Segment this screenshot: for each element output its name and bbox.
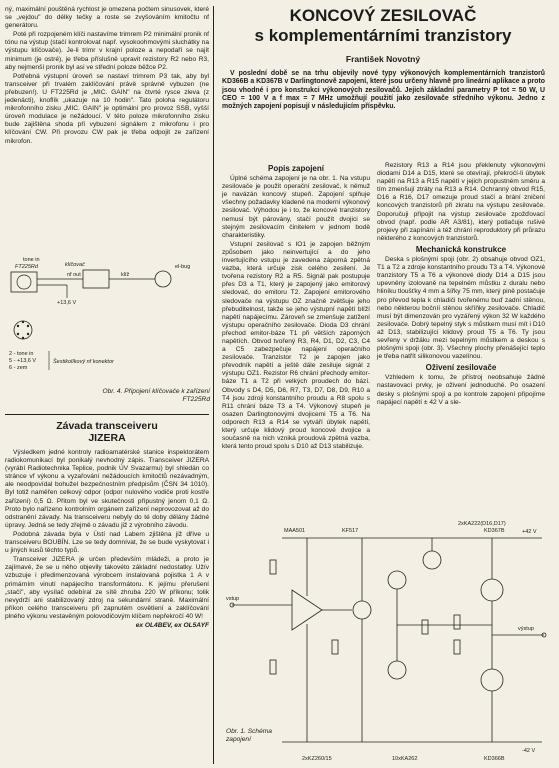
paragraph: Výsledkem jedné kontroly radioamatérské stanice inspektorátem radiokomunikací byl ponikalý nevhodný zápis. Transceiver JIZERA (vyrábí Radiotechnika Teplice, podnik ÚV Svazarmu) byl shledán co stránce vf výkonu a vyzařování nežádoucích kmitočtů nezávadným, ale neodpovídal bohužel bezpečnostním předpisům (ČSN 34 1010). Byl totiž naměřen celkový odpor (odpor nulového vodiče proti kostře zařízení) 0,5 Ω. Přitom byl ve skutečnosti přípustný jenom 0,1 Ω. Proto bylo nařízeno kontrolním orgánem zařízení neprovozovat až do odstranění závady. Na transceiveru nebyly do té doby dělány žádné úpravy. Jedná se tedy zřejmě o závadu již z výrobního závodu. xyxy=(5,449,209,529)
schematic-label-ic: MAA501 xyxy=(284,528,306,534)
paragraph: Deska s plošnými spoji (obr. 2) obsahuje obvod OZ1, T1 a T2 a zdroje konstantního proudu T3 a T4. Výkonové tranzistory T5 a T6 a výkonové diody D14 a D15 jsou upevněny izolovaně na tepelném můstku z duralu nebo hliníku tloušťky 4 mm a šířky 75 mm, který pině postačuje pro převod tepla k chladiči tvořenému buď zadní stěnou, nebo některou bočníí stěnou skříňky zesilovače. Chladič musí být dimenzován pro vyzářený výkon 32 W každého zesilovače. Dobrý tepelný styk s můstkem musí mít i D10 až D13, stabilizující klidový proud T5 a T6. Ty jsou sevřeny v držáku mezi tepelným můstkem a deskou s plošnými spoji (obr. 3). Všechny plochy přenášející teplo je třeba natřít silikonovou vazelínou. xyxy=(377,256,545,361)
column-right xyxy=(377,162,545,408)
caption-line: Obr. 1. Schéma xyxy=(226,728,272,735)
schematic-transistor-t5 xyxy=(481,579,503,601)
paragraph: Transceiver JIZERA je určen především mládeži, a proto je zajímavé, že se u něho objevily takovéto základní nedostatky. Užív vzbuzuje i předimenzovaná výrobcem instalovaná pojistka 1 A v primárním vinutí napájecího transformátoru. K jejímu přerušení „stačí", aby vysílač odebíral ze sítě zhruba 220 W příkonu; tolik nevydrží ani stabilizovaný zdroj na sekundární straně. Maximální příkon celého transceiveru při zapnutém osvětlení a zaklíčování plného výkonu vestavěným polovodičovým klíčem nepřekročí 40 W! xyxy=(5,556,209,620)
fig4-pin xyxy=(27,325,29,327)
paragraph: Vstupní zesilovač s IO1 je zapojen běžným způsobem jako neinvertující a do jeho invertujícího vstupu je zavedena záporná zpětná vazba, která určuje zisk celého zesilení. Je tvořena rezistory R2 a R5. Signál pak postupuje přes D3 a T1, který je zapojený jako emitorový sledovač, do emitoru T2. Zapojení emitorového sledovače na výstupu OZ značně zvětšuje jeho přebuditelnost, takže se jeho výstupní napětí blíží napětí napájecímu. Zároveň se zmenšuje zatížení výstupu operačního zesilovače. Dioda D3 chrání přechod emitor-báze T1 při větších záporných napětích. Obvod tvořený R3, R4, D1, D2, C3, C4 a C5 zabezpečuje napájení operačního zesilovače. Tranzistor T2 je zapojen jako převodník napětí a ještě dále zesiluje signál z výstupu OZ1. Rezistor R6 chrání přechody emitor-báze T1 a T2 při velkých proudech do bází. Obvody s D4, D5, D6, R7, T3, D7, D8, D9, R10 a T4 jsou zdroji konstantního proudu a R8 spolu s R11 chrání báze T3 a T4. Výkonový stupeň je osazen Darlingtonovými dvojicemi T5 a T6. Na odporech R13 a R14 se vytváří úbytek napětí, který určuje klidový proud koncové dvojice a současně na nich vzniká proudová zpětná vazba, která tento proud spolu s D10 až D13 stabilizuje. xyxy=(222,240,370,451)
schematic-label-vplus: +42 V xyxy=(522,529,537,535)
signature: ex OL4BEV, ex OL5AYF xyxy=(135,621,209,629)
schematic-label-kf: KF517 xyxy=(342,528,359,534)
fig4-connector-symbol xyxy=(17,275,31,289)
section-heading-oziveni: Oživení zesilovače xyxy=(425,363,497,373)
article-title xyxy=(215,6,551,46)
caption-line: zapojení xyxy=(226,736,251,743)
fig4-label-pin5: 5 - +13,6 V xyxy=(9,358,37,364)
section-divider xyxy=(5,414,209,415)
column-divider xyxy=(213,6,214,764)
fig4-pin xyxy=(22,321,24,323)
schematic-transistor-t4 xyxy=(388,661,406,679)
fig4-pin xyxy=(17,325,19,327)
schematic-label-vminus: -42 V xyxy=(522,748,536,754)
section-heading-mechanicka: Mechanická konstrukce xyxy=(415,244,507,254)
fig4-pin xyxy=(17,333,19,335)
column-left-jizera xyxy=(5,418,209,630)
paragraph: Rezistory R13 a R14 jsou překlenuty výkonovými diodami D14 a D15, které se otevírají, překročí-li úbytek napětí na R13 a R15 napětí v jejich propustném směru a tím zmenšují ztráty na R13 a R14. Ochranný obvod R15, D16 a R16, D17 omezuje proud stačí a brání zničení koncových tranzistorů při zkratu na výstupu zesilovače. Doporučuji připojit na výstup zesilovače zpožďovací obvod (např. podle AR A3/81), který potlačuje rušivé projevy při zapínání a též chrání reproduktory při průrazu některého z koncových tranzistorů. xyxy=(377,162,545,242)
schematic-label-in: vstup xyxy=(226,596,240,602)
fig4-label-kliz: klíž xyxy=(121,272,130,278)
heading-line: Závada transceiveru xyxy=(56,420,158,432)
paragraph: Podobná závada byla v Ústí nad Labem zjištěna již dříve u transceiveru BOUBÍN. Lze se tedy domnívat, že se bude vyskytovat i u jiných kusů těchto typů. xyxy=(5,530,209,555)
paragraph: Úplné schéma zapojení je na obr. 1. Na vstupu zesilovače je použit operační zesilovač, k němuž je navázán koncový stupeň. Zapojení splňuje všechny požadavky kladené na moderní výkonový zesilovač. Výhodou je i to, že koncové tranzistory nemusí být párovány, stačí použít dvojici se stejným zesilovacím činitelem v jednom bodě charakteristiky. xyxy=(222,175,370,239)
caption-line: Obr. 4. Připojení klíčovače k zařízení xyxy=(102,388,210,395)
schematic-label-diodes-bottom: 10xKA262 xyxy=(392,756,418,762)
schematic-label-t-top: KD367B xyxy=(484,528,505,534)
paragraph: Potřebná výstupní úroveň se nastaví trimrem P3 tak, aby byl transceiver při trvalém zaklíčování právě správně vybuzen (ne přebuzen!). U FT225Rd je „MIC. GAIN" na čtvrté rysce zleva (z jedenácti), knoflík „ukazuje na 10 hodin". Tato poloha regulátoru mikrofonního zisku „MIC. GAIN" je optimální pro provoz SSB, vyšší úroveň modulace je nežádoucí. V této poloze mikrofonního zisku bude zajištěna shoda při vybuzení signálem z mikrofonu i pro klíčování CW. Při provozu CW pak je třeba odpojit ze zařízení mikrofon. xyxy=(5,72,209,145)
fig4-label-nf-out: nf out xyxy=(67,272,81,278)
figure-1-caption xyxy=(226,728,272,744)
fig4-pin xyxy=(22,337,24,339)
section-heading-jizera xyxy=(5,420,209,444)
schematic-transistor-t3 xyxy=(423,551,441,569)
fig4-label-tone-in: tone in xyxy=(23,257,40,263)
column-left xyxy=(5,6,209,147)
schematic-resistor xyxy=(454,640,460,654)
schematic-resistor xyxy=(332,640,338,654)
fig4-label-voltage: +13,6 V xyxy=(57,300,77,306)
article-intro xyxy=(222,70,545,111)
schematic-transistor-t6 xyxy=(481,669,503,691)
figure-4-caption xyxy=(5,388,210,404)
schematic-transistor-t2 xyxy=(388,571,406,589)
fig4-bug-symbol xyxy=(155,271,171,287)
title-line: KONCOVÝ ZESILOVAČ xyxy=(289,6,477,25)
intro-paragraph: V poslední době se na trhu objevily nové typy výkonových komplementárních tranzistorů KD366B a KD367B v Darlingtonově zapojení, které jsou určeny hlavně pro lineární aplikace a proto jsou vhodné i pro konstrukci výkonových zesilovačů. Jejich základní parametry P tot = 50 W, U CEO = 100 V a f max = 7 MHz umožňují použití jako zesilovače středního výkonu. Jedno z možných zapojení popisují v následujícím příspěvku. xyxy=(222,70,545,111)
fig4-keyer-box xyxy=(83,270,109,288)
fig4-label-el-bug: el-bug xyxy=(175,264,191,270)
column-middle xyxy=(222,162,370,452)
section-heading-popis: Popis zapojení xyxy=(267,164,324,173)
fig4-label-model: FT225Rd xyxy=(15,264,38,270)
schematic-label-out: výstup xyxy=(518,626,534,632)
schematic-resistor xyxy=(270,660,276,674)
title-line: s komplementárními tranzistory xyxy=(254,26,512,45)
schematic-transistor-t1 xyxy=(353,601,371,619)
fig4-connector-pinout xyxy=(14,321,32,339)
schematic-label-t-bottom: KD366B xyxy=(484,756,505,762)
fig4-label-klicovac: klíčovač xyxy=(65,262,85,268)
schematic-resistor xyxy=(422,620,428,634)
paragraph: ný, maximální pouštěná rychlost je omezena počtem sinusovek, které se „vejdou" do délky tečky a roste se zvyšováním kmitočtu nf generátoru. xyxy=(5,6,209,30)
schematic-resistor xyxy=(270,560,276,574)
fig4-label-connector: Šestikolíkový nf konektor xyxy=(53,359,114,365)
schematic-label-diodes: 2xKA222(D16,D17) xyxy=(458,521,506,527)
paragraph: Poté při rozpojeném klíči nastavíme trimrem P2 minimální pronik nf tónu na výstup (stačí kontrolovat např. vysokoohmovými sluchátky na výstupu klíčovače). Je-li trimr v krajní poloze a nepodaří se najít minimum (je ostré), je třeba příslušně upravit rezistory R2 nebo R3, aby nejmenší pronik byl asi ve střední poloze běžce P2. xyxy=(5,31,209,71)
fig4-label-pin6: 6 - zem xyxy=(9,365,28,371)
fig4-label-pin2: 2 - tone in xyxy=(9,351,34,357)
schematic-resistor xyxy=(454,615,460,629)
article-author: František Novotný xyxy=(345,54,421,64)
caption-line: FT225Rd xyxy=(182,396,210,403)
fig4-pin xyxy=(27,333,29,335)
heading-line: JIZERA xyxy=(88,432,126,444)
paragraph: Vzhledem k tomu, že přístroj neobsahuje žádné nastavovací prvky, je oživení jednoduché. Po osazení desky s plošnými spoji a po kontrole zapojení připojíme napájecí napětí ± 42 V a sle- xyxy=(377,374,545,406)
schematic-label-zeners: 2xKZ260/15 xyxy=(302,756,332,762)
